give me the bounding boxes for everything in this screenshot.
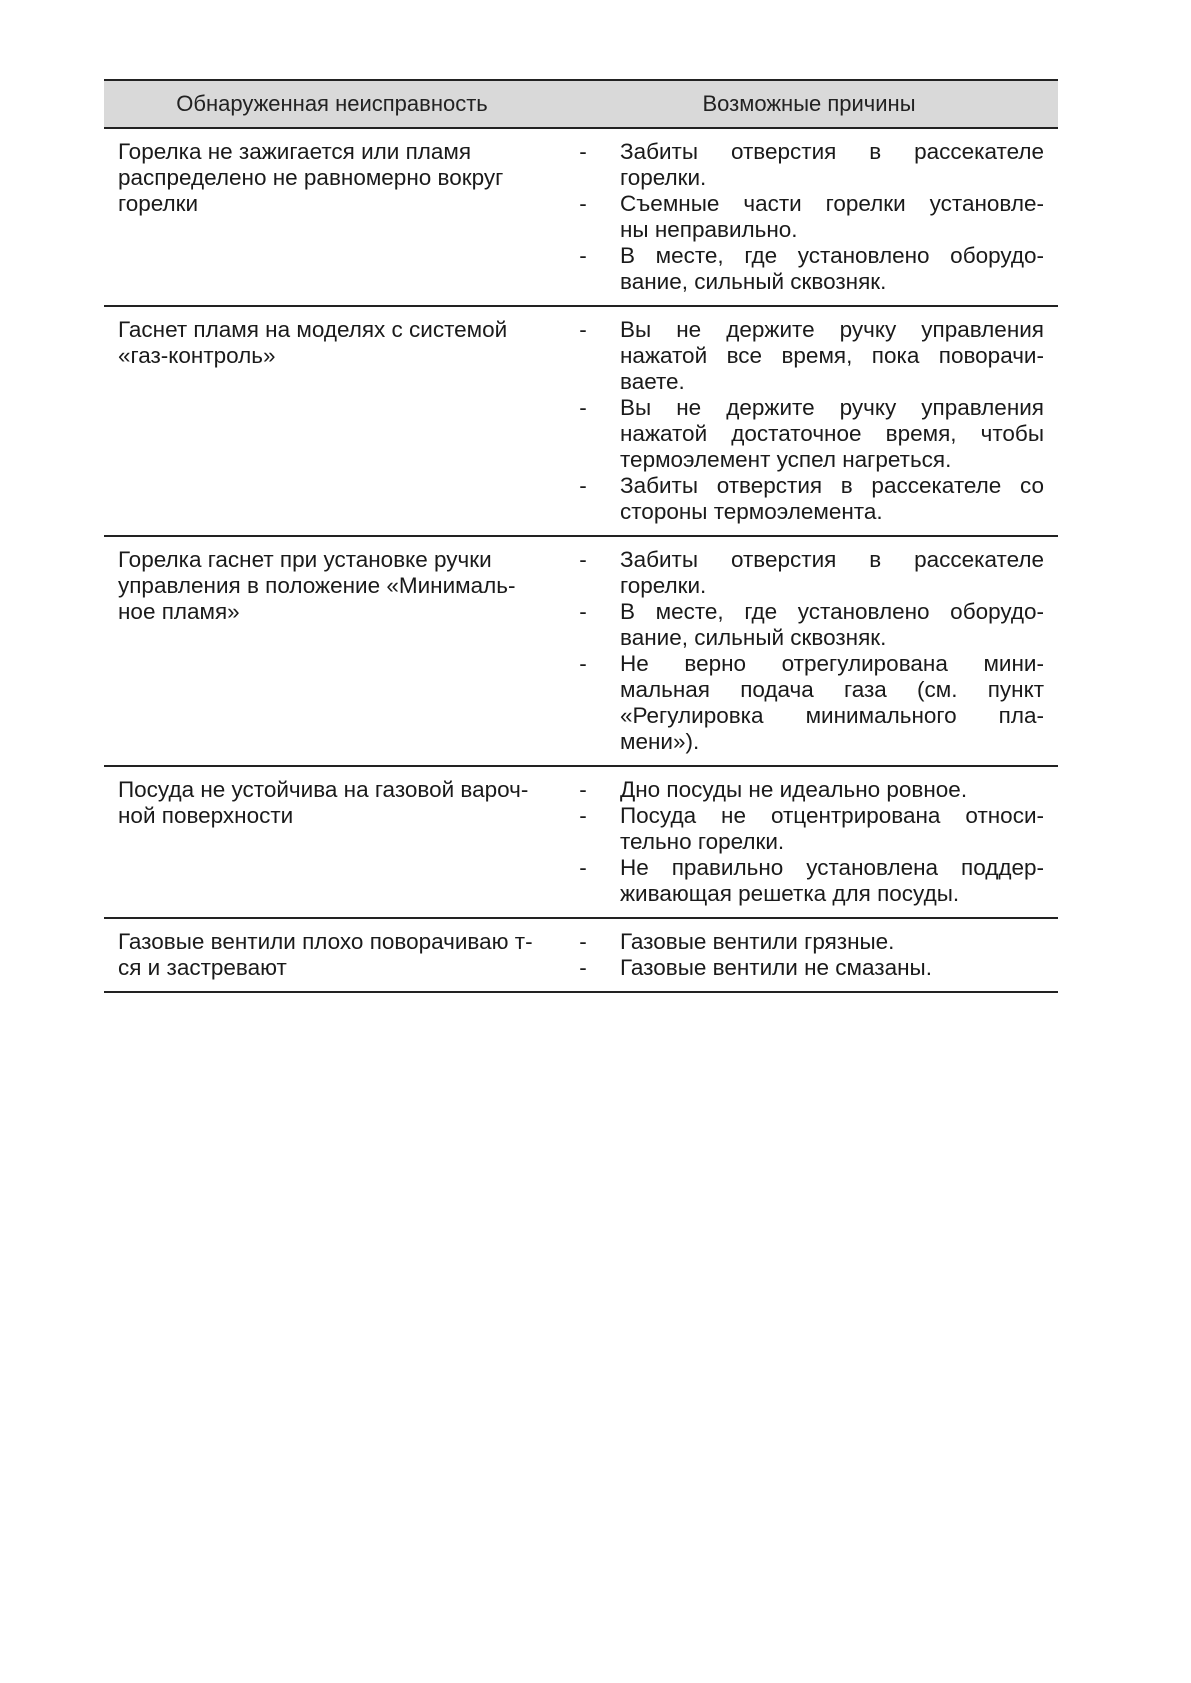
cause-line: Забиты отверстия в рассекателе (620, 547, 1044, 572)
cause-item (560, 317, 1044, 395)
cause-line: нажатой все время, пока поворачи- (620, 343, 1044, 368)
cause-item (560, 395, 1044, 473)
cause-line: Забиты отверстия в рассекателе со (620, 473, 1044, 498)
causes-cell (560, 537, 1058, 765)
table-header (104, 81, 1058, 129)
table-body (104, 129, 1058, 993)
problem-cell (104, 129, 560, 305)
cause-line: Забиты отверстия в рассекателе (620, 139, 1044, 164)
cause-text (606, 651, 1044, 755)
dash-bullet: - (579, 473, 587, 498)
cause-item (560, 803, 1044, 855)
cause-line: В месте, где установлено оборудо- (620, 243, 1044, 268)
cause-text (606, 473, 1044, 525)
cause-line: Дно посуды не идеально ровное. (620, 777, 968, 802)
cause-line: термоэлемент успел нагреться. (620, 447, 952, 472)
problem-line: распределено не равномерно вокруг (118, 165, 504, 190)
cause-line: В месте, где установлено оборудо- (620, 599, 1044, 624)
cause-line: Съемные части горелки установле- (620, 191, 1044, 216)
cause-line: мени»). (620, 729, 700, 754)
causes-cell (560, 919, 1058, 991)
cause-item (560, 777, 1044, 803)
dash-bullet: - (579, 317, 587, 342)
problem-line: «газ-контроль» (118, 343, 276, 368)
dash-bullet: - (579, 777, 587, 802)
problem-cell (104, 537, 560, 765)
dash-bullet: - (579, 803, 587, 828)
cause-line: стороны термоэлемента. (620, 499, 883, 524)
cause-text (606, 803, 1044, 855)
cause-item (560, 599, 1044, 651)
dash-bullet: - (579, 955, 587, 980)
cause-line: вание, сильный сквозняк. (620, 625, 887, 650)
cause-text (606, 929, 1044, 955)
table-row (104, 307, 1058, 537)
dash-bullet: - (579, 929, 587, 954)
dash-bullet: - (579, 547, 587, 572)
cause-line: живающая решетка для посуды. (620, 881, 960, 906)
cause-item (560, 651, 1044, 755)
cause-text (606, 955, 1044, 981)
cause-line: ваете. (620, 369, 685, 394)
cause-line: Газовые вентили не смазаны. (620, 955, 932, 980)
cause-item (560, 473, 1044, 525)
problem-line: Посуда не устойчива на газовой вароч- (118, 777, 529, 802)
table-row (104, 919, 1058, 993)
cause-item (560, 191, 1044, 243)
causes-cell (560, 767, 1058, 917)
problem-line: горелки (118, 191, 199, 216)
problem-line: ся и застревают (118, 955, 287, 980)
cause-item (560, 547, 1044, 599)
problem-line: ной поверхности (118, 803, 294, 828)
problem-line: управления в положение «Минималь- (118, 573, 516, 598)
cause-line: Не верно отрегулирована мини- (620, 651, 1044, 676)
cause-text (606, 547, 1044, 599)
cause-text (606, 395, 1044, 473)
cause-text (606, 139, 1044, 191)
cause-text (606, 191, 1044, 243)
cause-line: ны неправильно. (620, 217, 798, 242)
cause-line: мальная подача газа (см. пункт (620, 677, 1044, 702)
cause-text (606, 777, 1044, 803)
header-causes: Возможные причины (702, 91, 916, 116)
problem-cell (104, 919, 560, 991)
header-problem: Обнаруженная неисправность (176, 91, 488, 116)
cause-item (560, 855, 1044, 907)
problem-line: Горелка не зажигается или пламя (118, 139, 472, 164)
problem-cell (104, 307, 560, 535)
problem-line: ное пламя» (118, 599, 240, 624)
table-row (104, 767, 1058, 919)
table-row (104, 537, 1058, 767)
problem-line: Газовые вентили плохо поворачиваю т- (118, 929, 533, 954)
cause-line: Вы не держите ручку управления (620, 395, 1044, 420)
problem-line: Горелка гаснет при установке ручки (118, 547, 492, 572)
causes-cell (560, 129, 1058, 305)
table-row (104, 129, 1058, 307)
dash-bullet: - (579, 139, 587, 164)
troubleshooting-table (104, 79, 1058, 993)
cause-item (560, 929, 1044, 955)
cause-line: Не правильно установлена поддер- (620, 855, 1044, 880)
cause-line: горелки. (620, 573, 707, 598)
dash-bullet: - (579, 191, 587, 216)
cause-text (606, 855, 1044, 907)
cause-line: Посуда не отцентрирована относи- (620, 803, 1044, 828)
cause-item (560, 243, 1044, 295)
cause-line: тельно горелки. (620, 829, 785, 854)
dash-bullet: - (579, 243, 587, 268)
cause-text (606, 317, 1044, 395)
cause-item (560, 955, 1044, 981)
cause-line: вание, сильный сквозняк. (620, 269, 887, 294)
dash-bullet: - (579, 599, 587, 624)
cause-item (560, 139, 1044, 191)
cause-line: «Регулировка минимального пла- (620, 703, 1044, 728)
dash-bullet: - (579, 395, 587, 420)
problem-line: Гаснет пламя на моделях с системой (118, 317, 508, 342)
dash-bullet: - (579, 855, 587, 880)
cause-line: Газовые вентили грязные. (620, 929, 895, 954)
problem-cell (104, 767, 560, 917)
cause-text (606, 243, 1044, 295)
cause-text (606, 599, 1044, 651)
dash-bullet: - (579, 651, 587, 676)
cause-line: Вы не держите ручку управления (620, 317, 1044, 342)
cause-line: нажатой достаточное время, чтобы (620, 421, 1044, 446)
cause-line: горелки. (620, 165, 707, 190)
causes-cell (560, 307, 1058, 535)
